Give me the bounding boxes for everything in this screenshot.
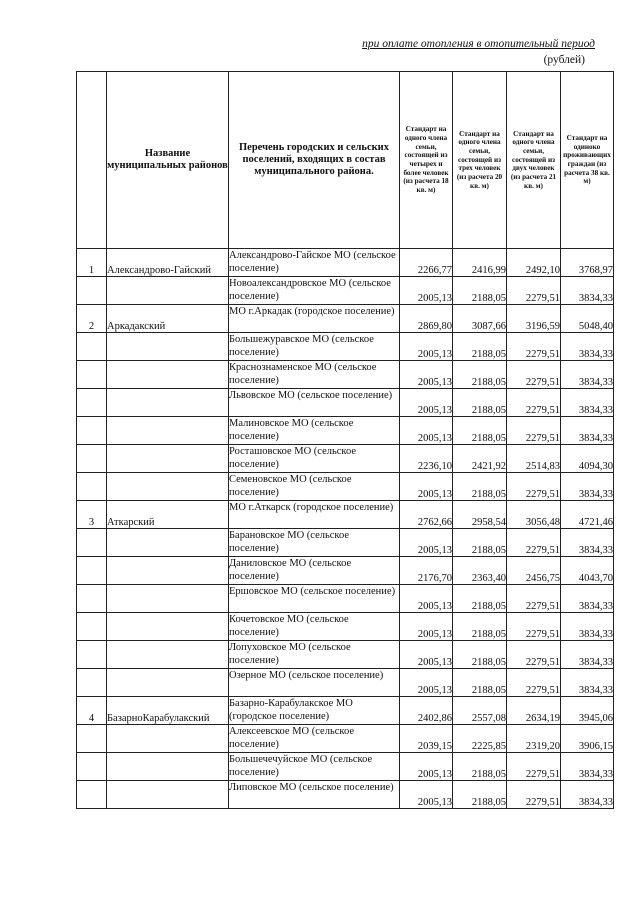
row-number	[77, 613, 107, 641]
value-single-resident: 3834,33	[561, 613, 614, 641]
settlement-name: МО г.Аркадак (городское поселение)	[229, 305, 400, 333]
row-number	[77, 445, 107, 473]
row-number: 2	[77, 305, 107, 333]
table-row	[77, 781, 614, 809]
row-number	[77, 585, 107, 613]
value-single-resident: 3834,33	[561, 585, 614, 613]
table-row	[77, 529, 614, 557]
header-settlements: Перечень городских и сельских поселений, входящих в состав муниципального района.	[229, 72, 400, 249]
header-standard-two: Стандарт на одного члена семьи, состоящей из двух человек (из расчета 21 кв. м)	[507, 72, 561, 249]
value-single-resident: 3834,33	[561, 529, 614, 557]
table-row	[77, 361, 614, 389]
district-name	[107, 417, 229, 445]
value-single-resident: 3834,33	[561, 333, 614, 361]
value-single-resident: 3834,33	[561, 641, 614, 669]
value-three-members: 2557,08	[453, 697, 507, 725]
row-number	[77, 725, 107, 753]
header-number	[77, 72, 107, 249]
value-four-members: 2005,13	[400, 781, 453, 809]
value-four-members: 2005,13	[400, 585, 453, 613]
row-number	[77, 781, 107, 809]
row-number	[77, 277, 107, 305]
settlement-name: Семеновское МО (сельское поселение)	[229, 473, 400, 501]
row-number	[77, 333, 107, 361]
value-three-members: 2188,05	[453, 333, 507, 361]
row-number	[77, 417, 107, 445]
header-standard-single: Стандарт на одиноко проживающих граждан (из расчета 38 кв. м)	[561, 72, 614, 249]
row-number: 4	[77, 697, 107, 725]
settlement-name: Озерное МО (сельское поселение)	[229, 669, 400, 697]
row-number	[77, 361, 107, 389]
settlement-name: Даниловское МО (сельское поселение)	[229, 557, 400, 585]
row-number	[77, 557, 107, 585]
value-four-members: 2005,13	[400, 277, 453, 305]
value-two-members: 2492,10	[507, 249, 561, 277]
table-row	[77, 445, 614, 473]
settlement-name: Львовское МО (сельское поселение)	[229, 389, 400, 417]
value-two-members: 2279,51	[507, 613, 561, 641]
value-four-members: 2005,13	[400, 753, 453, 781]
table-row	[77, 277, 614, 305]
table-row	[77, 501, 614, 529]
table-row	[77, 333, 614, 361]
row-number	[77, 669, 107, 697]
value-three-members: 2188,05	[453, 613, 507, 641]
value-single-resident: 5048,40	[561, 305, 614, 333]
value-two-members: 2279,51	[507, 669, 561, 697]
district-name	[107, 781, 229, 809]
district-name	[107, 473, 229, 501]
value-two-members: 3196,59	[507, 305, 561, 333]
value-four-members: 2402,86	[400, 697, 453, 725]
value-two-members: 2319,20	[507, 725, 561, 753]
value-two-members: 2279,51	[507, 277, 561, 305]
value-three-members: 2188,05	[453, 417, 507, 445]
value-single-resident: 4043,70	[561, 557, 614, 585]
value-four-members: 2266,77	[400, 249, 453, 277]
table-row	[77, 557, 614, 585]
value-three-members: 2188,05	[453, 641, 507, 669]
value-two-members: 2279,51	[507, 641, 561, 669]
table-row	[77, 725, 614, 753]
table-caption: при оплате отопления в отопительный период	[362, 38, 595, 50]
district-name: БазарноКарабулакский	[107, 697, 229, 725]
value-two-members: 2279,51	[507, 389, 561, 417]
settlement-name: Александрово-Гайское МО (сельское поселение)	[229, 249, 400, 277]
district-name	[107, 641, 229, 669]
value-four-members: 2762,66	[400, 501, 453, 529]
settlement-name: Малиновское МО (сельское поселение)	[229, 417, 400, 445]
table-row	[77, 613, 614, 641]
settlement-name: Большечечуйское МО (сельское поселение)	[229, 753, 400, 781]
settlement-name: Краснознаменское МО (сельское поселение)	[229, 361, 400, 389]
district-name	[107, 613, 229, 641]
value-four-members: 2005,13	[400, 389, 453, 417]
value-three-members: 2188,05	[453, 753, 507, 781]
value-single-resident: 3834,33	[561, 781, 614, 809]
header-standard-three: Стандарт на одного члена семьи, состоящей из трех человек (из расчета 20 кв. м)	[453, 72, 507, 249]
table-row	[77, 473, 614, 501]
district-name: Аркадакский	[107, 305, 229, 333]
row-number	[77, 641, 107, 669]
table-row	[77, 249, 614, 277]
value-three-members: 2188,05	[453, 277, 507, 305]
settlement-name: Росташовское МО (сельское поселение)	[229, 445, 400, 473]
district-name	[107, 585, 229, 613]
value-single-resident: 3834,33	[561, 361, 614, 389]
value-four-members: 2005,13	[400, 473, 453, 501]
value-three-members: 2188,05	[453, 473, 507, 501]
table-row	[77, 641, 614, 669]
district-name	[107, 753, 229, 781]
district-name	[107, 361, 229, 389]
district-name	[107, 333, 229, 361]
district-name	[107, 277, 229, 305]
value-two-members: 2279,51	[507, 529, 561, 557]
value-single-resident: 3945,06	[561, 697, 614, 725]
value-four-members: 2005,13	[400, 613, 453, 641]
value-two-members: 3056,48	[507, 501, 561, 529]
district-name	[107, 725, 229, 753]
district-name: Александрово-Гайский	[107, 249, 229, 277]
value-four-members: 2005,13	[400, 641, 453, 669]
district-name	[107, 445, 229, 473]
value-three-members: 2188,05	[453, 389, 507, 417]
value-three-members: 3087,66	[453, 305, 507, 333]
district-name	[107, 669, 229, 697]
value-four-members: 2005,13	[400, 361, 453, 389]
value-two-members: 2279,51	[507, 333, 561, 361]
value-two-members: 2279,51	[507, 753, 561, 781]
settlement-name: Большежуравское МО (сельское поселение)	[229, 333, 400, 361]
value-two-members: 2279,51	[507, 473, 561, 501]
district-name	[107, 557, 229, 585]
value-four-members: 2005,13	[400, 417, 453, 445]
settlement-name: Кочетовское МО (сельское поселение)	[229, 613, 400, 641]
value-single-resident: 3834,33	[561, 417, 614, 445]
table-row	[77, 669, 614, 697]
value-four-members: 2176,70	[400, 557, 453, 585]
table-row	[77, 753, 614, 781]
settlement-name: Базарно-Карабулакское МО (городское поселение)	[229, 697, 400, 725]
district-name	[107, 529, 229, 557]
value-three-members: 2225,85	[453, 725, 507, 753]
value-two-members: 2514,83	[507, 445, 561, 473]
value-two-members: 2279,51	[507, 585, 561, 613]
value-three-members: 2421,92	[453, 445, 507, 473]
row-number	[77, 389, 107, 417]
payment-standards-table	[76, 71, 614, 809]
header-standard-four: Стандарт на одного члена семьи, состоящей из четырех и более человек (из расчета 18 кв. м)	[400, 72, 453, 249]
settlement-name: Липовское МО (сельское поселение)	[229, 781, 400, 809]
value-three-members: 2363,40	[453, 557, 507, 585]
value-four-members: 2869,80	[400, 305, 453, 333]
value-four-members: 2039,15	[400, 725, 453, 753]
settlement-name: Ершовское МО (сельское поселение)	[229, 585, 400, 613]
table-row	[77, 417, 614, 445]
settlement-name: Новоалександровское МО (сельское поселение)	[229, 277, 400, 305]
value-four-members: 2005,13	[400, 669, 453, 697]
header-district: Название муниципальных районов	[107, 72, 229, 249]
value-single-resident: 4721,46	[561, 501, 614, 529]
table-row	[77, 305, 614, 333]
value-three-members: 2188,05	[453, 781, 507, 809]
row-number: 3	[77, 501, 107, 529]
value-three-members: 2188,05	[453, 529, 507, 557]
value-single-resident: 3906,15	[561, 725, 614, 753]
value-two-members: 2279,51	[507, 781, 561, 809]
value-single-resident: 3768,97	[561, 249, 614, 277]
value-two-members: 2279,51	[507, 361, 561, 389]
table-row	[77, 697, 614, 725]
value-three-members: 2958,54	[453, 501, 507, 529]
table-row	[77, 585, 614, 613]
value-four-members: 2005,13	[400, 333, 453, 361]
value-four-members: 2005,13	[400, 529, 453, 557]
row-number: 1	[77, 249, 107, 277]
district-name: Аткарский	[107, 501, 229, 529]
row-number	[77, 753, 107, 781]
settlement-name: Лопуховское МО (сельское поселение)	[229, 641, 400, 669]
district-name	[107, 389, 229, 417]
value-two-members: 2279,51	[507, 417, 561, 445]
table-header-row	[77, 72, 614, 249]
value-single-resident: 3834,33	[561, 669, 614, 697]
value-three-members: 2188,05	[453, 585, 507, 613]
units-label: (рублей)	[543, 54, 585, 66]
value-single-resident: 3834,33	[561, 753, 614, 781]
value-three-members: 2188,05	[453, 669, 507, 697]
value-three-members: 2188,05	[453, 361, 507, 389]
value-three-members: 2416,99	[453, 249, 507, 277]
value-single-resident: 3834,33	[561, 473, 614, 501]
settlement-name: Алексеевское МО (сельское поселение)	[229, 725, 400, 753]
settlement-name: Барановское МО (сельское поселение)	[229, 529, 400, 557]
row-number	[77, 529, 107, 557]
value-single-resident: 4094,30	[561, 445, 614, 473]
value-two-members: 2456,75	[507, 557, 561, 585]
value-single-resident: 3834,33	[561, 389, 614, 417]
value-single-resident: 3834,33	[561, 277, 614, 305]
row-number	[77, 473, 107, 501]
value-two-members: 2634,19	[507, 697, 561, 725]
value-four-members: 2236,10	[400, 445, 453, 473]
table-row	[77, 389, 614, 417]
settlement-name: МО г.Аткарск (городское поселение)	[229, 501, 400, 529]
